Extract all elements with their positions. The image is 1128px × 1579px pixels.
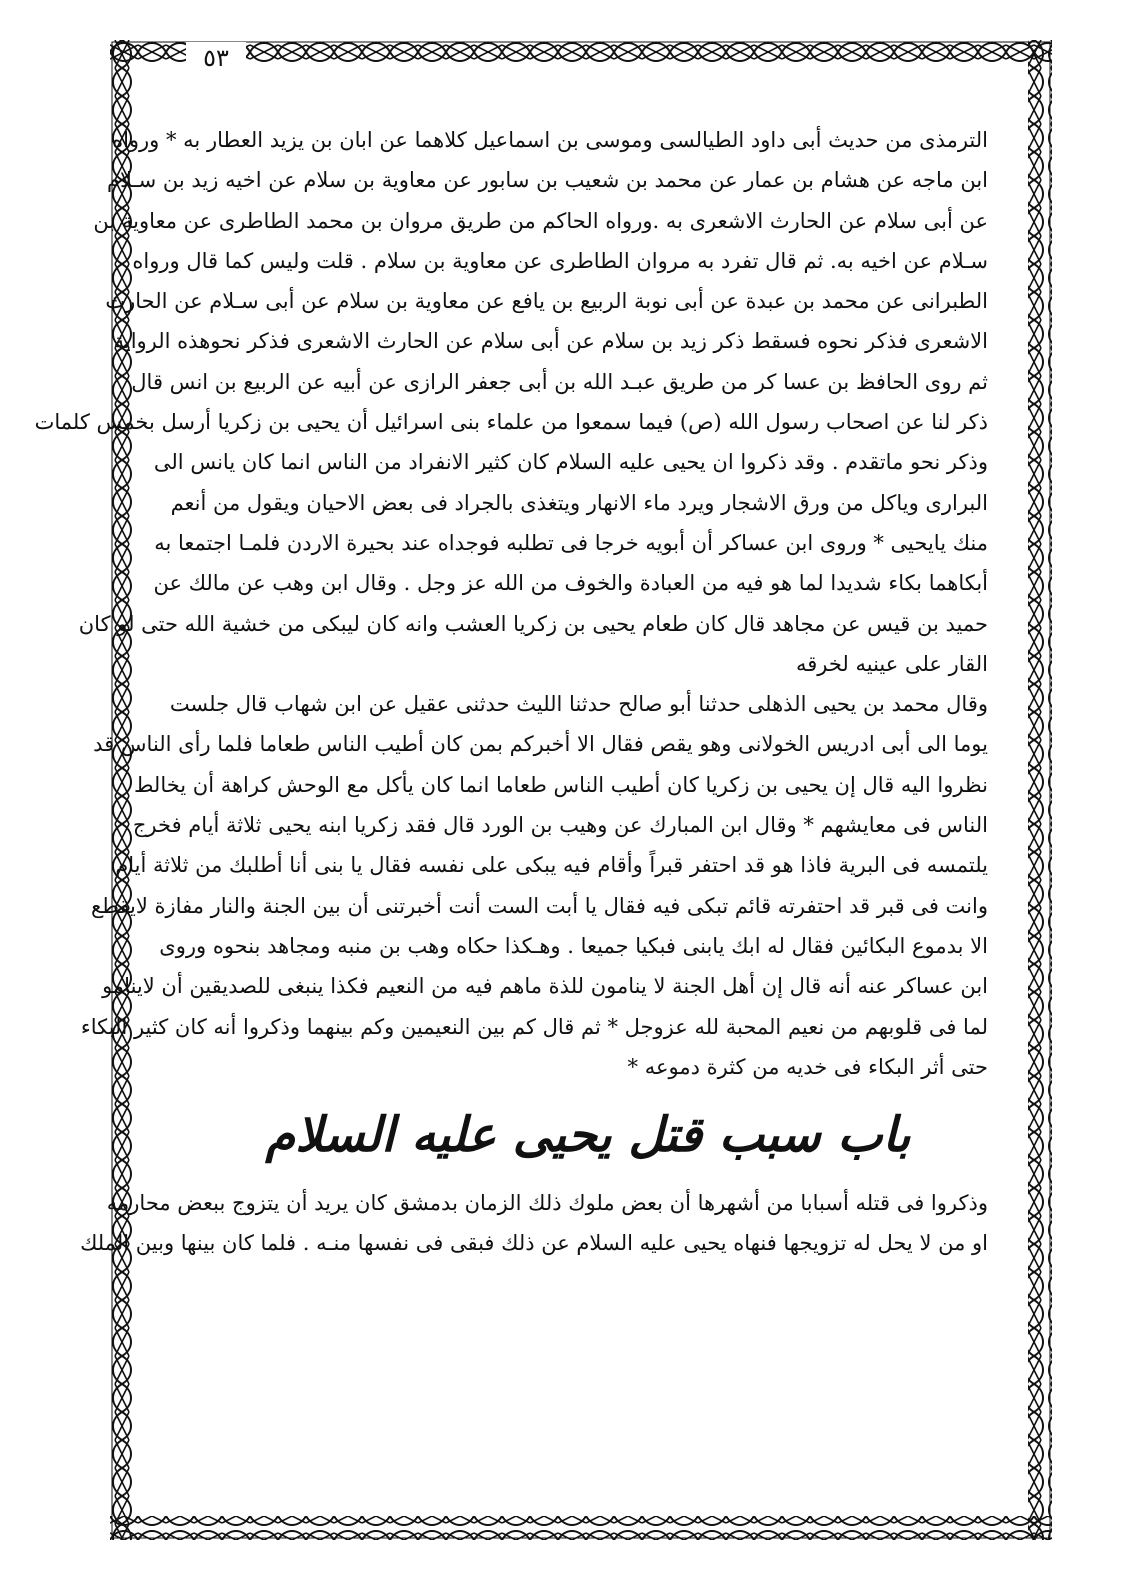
text-line: لما فى قلوبهم من نعيم المحبة لله عزوجل * ثم قال كم بين النعيمين وكم بينهما وذكروا أنه كان كثير البكاء <box>80 1014 988 1039</box>
text-line: او من لا يحل له تزويجها فنهاه يحيى عليه السلام عن ذلك فبقى فى نفسها منـه . فلما كان بينها وبين الملك <box>80 1231 988 1256</box>
text-line: الطبرانى عن محمد بن عبدة عن أبى نوبة الربيع بن يافع عن معاوية بن سلام عن أبى سـلام عن الحارث <box>105 289 988 314</box>
text-line: حميد بن قيس عن مجاهد قال كان طعام يحيى بن زكريا العشب وانه كان ليبكى من خشية الله حتى لو كان <box>78 611 988 636</box>
text-line: ثم روى الحافظ بن عسا كر من طريق عبـد الله بن أبى جعفر الرازى عن أبيه عن الربيع بن انس قال <box>131 369 988 394</box>
text-line: أبكاهما بكاء شديدا لما هو فيه من العبادة والخوف من الله عز وجل . وقال ابن وهب عن مالك عن <box>153 571 988 596</box>
text-line: ابن ماجه عن هشام بن عمار عن محمد بن شعيب بن سابور عن معاوية بن سلام عن اخيه زيد بن سـلام <box>106 168 988 193</box>
text-line: ذكر لنا عن اصحاب رسول الله (ص) فيما سمعوا من علماء بنى اسرائيل أن يحيى بن زكريا أرسل بخمس كلمات <box>34 410 988 435</box>
page-number: ٥٣ <box>186 42 246 74</box>
text-line: منك يايحيى * وروى ابن عساكر أن أبويه خرجا فى تطلبه فوجداه عند بحيرة الاردن فلمـا اجتمعا به <box>154 530 988 555</box>
text-line: حتى أثر البكاء فى خديه من كثرة دموعه * <box>627 1054 988 1079</box>
section-text <box>80 1183 988 1264</box>
text-line: الناس فى معايشهم * وقال ابن المبارك عن وهيب بن الورد قال فقد زكريا ابنه يحيى ثلاثة أيام فخرج <box>132 813 988 838</box>
text-line: الا بدموع البكائين فقال له ابك يابنى فبكيا جميعا . وهـكذا حكاه وهب بن منبه ومجاهد بنحوه وروى <box>159 933 988 958</box>
text-line: القار على عينيه لخرقه <box>795 651 988 676</box>
page-frame <box>34 40 1052 1540</box>
text-line: يلتمسه فى البرية فاذا هو قد احتفر قبراً وأقام فيه يبكى على نفسه فقال يا بنى أنا أطلبك من ثلاثة أيام <box>115 853 988 878</box>
text-line: يوما الى أبى ادريس الخولانى وهو يقص فقال الا أخبركم بمن كان أطيب الناس طعاما فلما رأى الناس قد <box>93 732 988 757</box>
text-line: ابن عساكر عنه أنه قال إن أهل الجنة لا ينامون للذة ماهم فيه من النعيم فكذا ينبغى للصديقين أن لاينامو <box>102 974 988 999</box>
page-text <box>34 120 988 1500</box>
text-line: وقال محمد بن يحيى الذهلى حدثنا أبو صالح حدثنا الليث حدثنى عقيل عن ابن شهاب قال جلست <box>169 692 988 717</box>
body-text <box>34 120 988 1087</box>
text-line: وذكروا فى قتله أسبابا من أشهرها أن بعض ملوك ذلك الزمان بدمشق كان يريد أن يتزوج ببعض محارمه <box>106 1191 988 1216</box>
text-line: عن أبى سلام عن الحارث الاشعرى به .ورواه الحاكم من طريق مروان بن محمد الطاطرى عن معاوية بن <box>93 208 988 233</box>
text-line: وانت فى قبر قد احتفرته قائم تبكى فيه فقال يا أبت الست أنت أخبرتنى أن بين الجنة والنار مفازة لايقطع <box>91 893 988 918</box>
section-heading-wrap <box>188 1087 988 1183</box>
text-line: البرارى وياكل من ورق الاشجار ويرد ماء الانهار ويتغذى بالجراد فى بعض الاحيان ويقول من أنعم <box>170 490 988 515</box>
text-line: وذكر نحو ماتقدم . وقد ذكروا ان يحيى عليه السلام كان كثير الانفراد من الناس انما كان يانس الى <box>153 450 988 475</box>
text-line: الترمذى من حديث أبى داود الطيالسى وموسى بن اسماعيل كلاهما عن ابان بن يزيد العطار به * ورواه <box>112 128 988 152</box>
section-heading: باب سبب قتل يحيى عليه السلام <box>265 1107 911 1164</box>
text-line: الاشعرى فذكر نحوه فسقط ذكر زيد بن سلام عن أبى سلام عن الحارث الاشعرى فذكر نحوهذه الرواية <box>113 329 988 354</box>
text-line: سـلام عن اخيه به. ثم قال تفرد به مروان الطاطرى عن معاوية بن سلام . قلت وليس كما قال ورواه <box>132 248 988 273</box>
text-line: نظروا اليه قال إن يحيى بن زكريا كان أطيب الناس طعاما انما كان يأكل مع الوحش كراهة أن يخالط <box>133 772 988 797</box>
